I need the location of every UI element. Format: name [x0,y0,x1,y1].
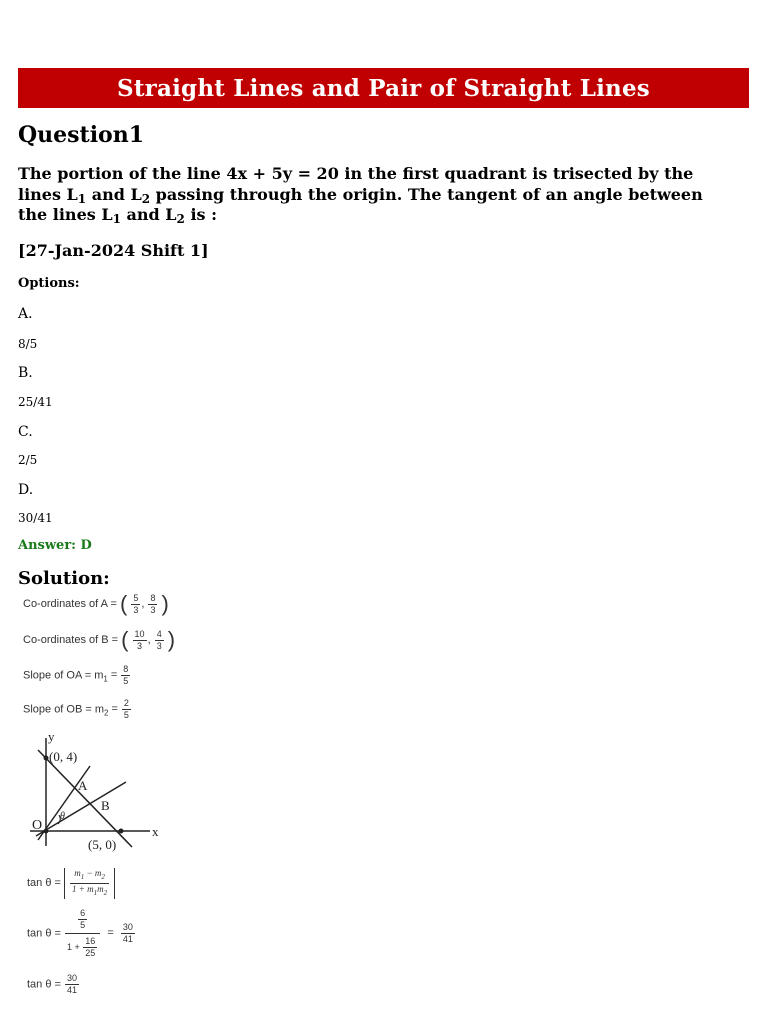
subscript: 2 [101,872,105,881]
numerator [70,868,109,884]
fraction [83,936,97,959]
question-heading: Question1 [18,122,145,148]
fraction [70,868,109,899]
options-label: Options: [18,276,80,291]
minus-m2: − m [84,868,102,878]
equals-sign: = [107,927,114,940]
fraction [121,664,130,687]
coordinates-a: Co-ordinates of A = ( $\frac{5}{3}$ , $\frac{8}{3}$ ) [23,591,169,616]
subscript: 1 [77,191,87,206]
subscript: 1 [80,872,85,881]
tan-lhs: tan θ = [27,927,61,940]
fraction [133,629,147,652]
origin-label: O [32,818,43,833]
tan-lhs: tan θ = [27,978,61,991]
option-a-value: 8/5 [18,337,38,351]
fraction [131,593,140,616]
subscript: 2 [104,708,109,718]
denominator: 5 [123,710,129,720]
question-text-part: is : [184,205,218,224]
slope-oa [23,664,131,687]
numerator: 8 [123,664,129,674]
point-0-4 [44,756,49,761]
paren-close: ) [167,627,176,652]
point-5-0 [119,829,124,834]
coordinates-b-label: Co-ordinates of B = [23,633,119,646]
fraction [78,908,87,931]
denominator: 41 [67,985,78,995]
denominator: 41 [122,934,133,944]
coordinates-a-label: Co-ordinates of A = [23,597,117,610]
numerator: 30 [122,922,133,932]
option-b-value: 25/41 [18,395,53,409]
paren-close: ) [161,591,169,616]
slope-ob [23,698,132,721]
fraction [122,698,131,721]
numerator: 4 [156,628,162,639]
origin-point [44,829,49,834]
absolute-value [64,868,115,899]
fraction [148,593,157,616]
fraction [65,973,79,996]
option-d-value: 30/41 [18,511,53,525]
option-b-letter: B. [18,365,33,381]
denominator [65,934,100,959]
subscript: 1 [112,212,121,226]
y-axis-label: y [48,730,55,744]
denominator: 5 [123,676,129,686]
question-text-part: passing through the origin. The tangent of an angle between the lines L [18,184,703,224]
slope-ob-label: Slope of OB = m [23,703,105,716]
tan-result [27,973,80,996]
denominator: 5 [80,920,86,930]
subscript: 1 [103,674,108,684]
denominator: 25 [85,948,96,958]
subscript: 2 [141,191,151,206]
numerator: 30 [67,973,78,983]
numerator: 5 [133,592,139,603]
equals-sign: = [111,703,118,716]
fraction [121,922,135,945]
paren-open: ( [119,591,128,616]
numerator: 8 [150,592,156,603]
exam-tag: [27-Jan-2024 Shift 1] [18,241,209,260]
point-top-label: (0, 4) [49,749,78,764]
m2: m [97,883,104,894]
question-text-part: and L [86,184,142,204]
coordinates-b: Co-ordinates of B = ( $\frac{10}{3}$ , $\frac{4}{3}$ ) [23,627,176,652]
m1: m [74,868,81,878]
compound-fraction [65,908,100,959]
numerator: 2 [123,698,129,708]
numerator: 6 [80,908,86,918]
denominator: 3 [133,604,139,615]
numerator [65,908,100,934]
denominator: 3 [156,640,162,651]
trisection-diagram [22,730,172,855]
fraction [155,629,164,652]
tan-lhs: tan θ = [27,877,61,890]
subscript: 2 [176,212,185,226]
option-c-value: 2/5 [18,453,38,467]
denominator [70,884,109,899]
numerator: 16 [85,936,96,946]
tan-substitution [27,908,136,959]
subscript: 1 [93,888,98,897]
equals-sign: = [110,669,118,682]
point-a-label: A [78,778,88,793]
option-a-letter: A. [18,306,33,322]
option-d-letter: D. [18,482,34,498]
slope-oa-label: Slope of OA = m [23,669,104,682]
paren-open: ( [121,627,129,652]
option-c-letter: C. [18,424,33,440]
answer-label: Answer: D [18,538,92,553]
question-text [18,164,718,226]
tan-formula [27,868,115,899]
line-4x-5y-20 [38,750,132,847]
numerator: 10 [134,628,145,639]
x-axis-label: x [152,824,159,839]
question-text-part: The portion of the line 4x + 5y = 20 in the first quadrant is trisected by the lines L [18,164,694,204]
solution-heading: Solution: [18,568,110,589]
one-plus-m1: 1 + m [72,883,94,894]
denominator: 3 [150,604,156,615]
angle-label: θ [60,811,65,822]
point-right-label: (5, 0) [88,837,117,852]
denominator: 3 [137,640,143,651]
page-banner-title: Straight Lines and Pair of Straight Lines [18,68,749,108]
question-text-part: and L [120,205,177,224]
subscript: 2 [103,888,108,897]
point-b-label: B [101,798,110,813]
one-plus: 1 + [67,941,80,952]
